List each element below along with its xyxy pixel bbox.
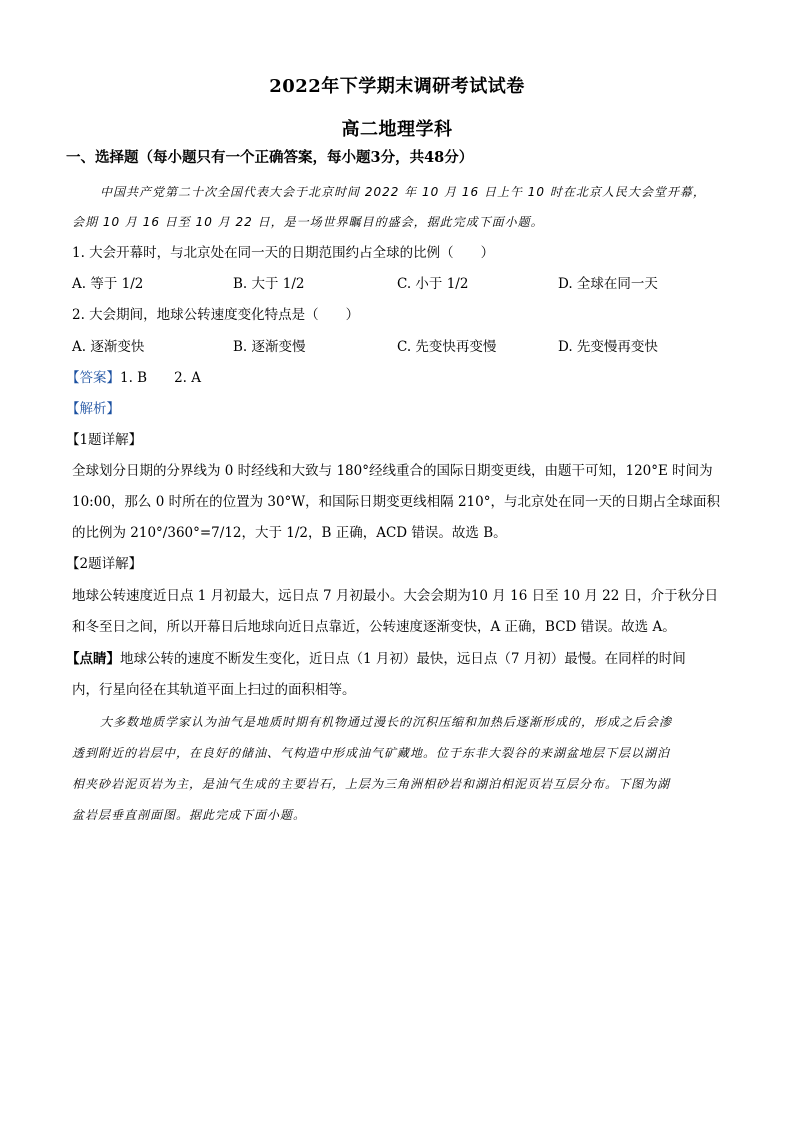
tip-line2: 内，行星向径在其轨道平面上扫过的面积相等。 (72, 682, 356, 698)
detail-2-label: 【2题详解】 (66, 556, 143, 572)
exam-title: 2022年下学期末调研考试试卷 (269, 76, 525, 97)
passage2-line2: 透到附近的岩层中，在良好的储油、气构造中形成油气矿藏地。位于东非大裂谷的来湖盆地层下层以湖泊 (72, 746, 671, 760)
tip-label: 【点睛】 (66, 651, 120, 667)
answer-text: 1. B 2. A (120, 370, 202, 386)
answer-label: 【答案】 (66, 370, 120, 386)
passage2-line4: 盆岩层垂直剖面图。据此完成下面小题。 (72, 808, 307, 822)
question-2-option-c: C. 先变快再变慢 (397, 339, 497, 355)
question-2-option-d: D. 先变慢再变快 (558, 339, 658, 355)
passage2-line1: 大多数地质学家认为油气是地质时期有机物通过漫长的沉积压缩和加热后逐渐形成的，形成之后会渗 (100, 715, 673, 729)
question-1-option-a: A. 等于 1/2 (72, 276, 144, 292)
passage1-line1: 中国共产党第二十次全国代表大会于北京时间 2022 年 10 月 16 日上午 10 时在北京人民大会堂开幕， (100, 185, 706, 199)
tip-line1: 地球公转的速度不断发生变化，近日点（1 月初）最快，远日点（7 月初）最慢。在同样的时间 (120, 651, 686, 667)
detail-1-line2: 10:00，那么 0 时所在的位置为 30°W，和国际日期变更线相隔 210°，与北京处在同一天的日期占全球面积 (72, 494, 720, 510)
analysis-label: 【解析】 (66, 401, 120, 417)
question-1-stem: 1. 大会开幕时，与北京处在同一天的日期范围约占全球的比例（ ） (72, 245, 495, 261)
question-1-option-c: C. 小于 1/2 (397, 276, 469, 292)
passage1-line2: 会期 10 月 16 日至 10 月 22 日，是一场世界瞩目的盛会，据此完成下面小题。 (72, 215, 544, 229)
detail-2-line1: 地球公转速度近日点 1 月初最大，远日点 7 月初最小。大会会期为10 月 16 日至 10 月 22 日，介于秋分日 (72, 588, 719, 604)
answer-row (66, 368, 201, 388)
subject-title: 高二地理学科 (341, 119, 453, 140)
passage2-line3: 相夹砂岩泥页岩为主，是油气生成的主要岩石，上层为三角洲相砂岩和湖泊相泥页岩互层分布。下图为湖 (72, 777, 671, 791)
detail-1-line3: 的比例为 210°/360°=7/12，大于 1/2，B 正确，ACD 错误。故选 B。 (72, 525, 507, 541)
question-1-option-d: D. 全球在同一天 (558, 276, 658, 292)
section-heading: 一、选择题（每小题只有一个正确答案，每小题3分，共48分） (66, 149, 474, 166)
question-2-option-a: A. 逐渐变快 (72, 339, 145, 355)
question-2-stem: 2. 大会期间，地球公转速度变化特点是（ ） (72, 307, 360, 323)
detail-1-line1: 全球划分日期的分界线为 0 时经线和大致与 180°经线重合的国际日期变更线，由题干可知，120°E 时间为 (72, 463, 713, 479)
question-1-option-b: B. 大于 1/2 (233, 276, 305, 292)
tip-row (66, 649, 686, 669)
question-2-option-b: B. 逐渐变慢 (233, 339, 306, 355)
detail-1-label: 【1题详解】 (66, 432, 143, 448)
detail-2-line2: 和冬至日之间，所以开幕日后地球向近日点靠近，公转速度逐渐变快，A 正确，BCD 错误。故选 A。 (72, 619, 676, 635)
